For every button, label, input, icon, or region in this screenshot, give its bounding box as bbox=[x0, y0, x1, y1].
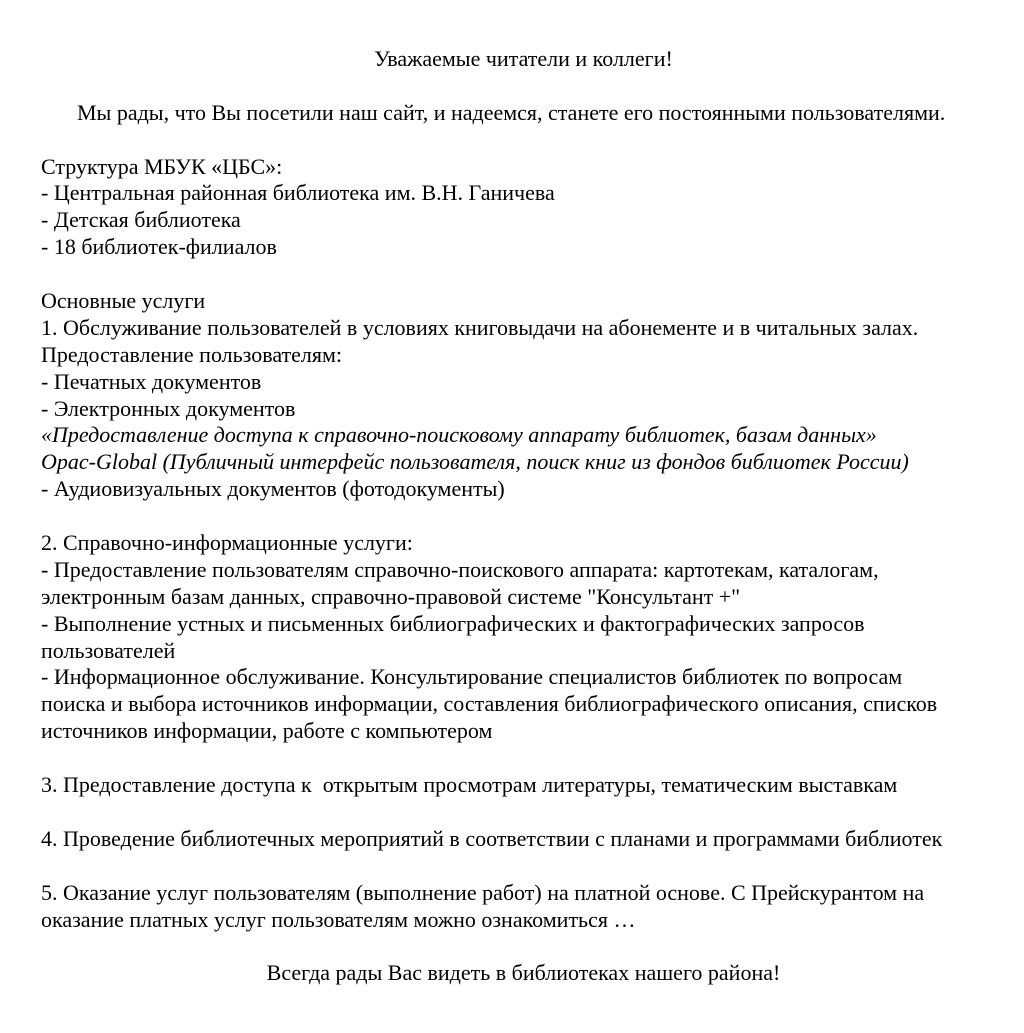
service-item: - Печатных документов bbox=[41, 368, 262, 394]
structure-item: - 18 библиотек-филиалов bbox=[41, 234, 277, 260]
service-item: 2. Справочно-информационные услуги: bbox=[41, 530, 413, 556]
service-item: источников информации, работе с компьютером bbox=[41, 718, 493, 744]
service-item: - Предоставление пользователям справочно-поискового аппарата: картотекам, каталогам, bbox=[41, 556, 879, 582]
service-item: 3. Предоставление доступа к открытым просмотрам литературы, тематическим выставкам bbox=[41, 772, 898, 798]
service-item: Предоставление пользователям: bbox=[41, 341, 343, 367]
service-item: - Электронных документов bbox=[41, 395, 296, 421]
blank-line bbox=[41, 73, 1006, 100]
blank-line bbox=[41, 261, 1006, 288]
closing-line: Всегда рады Вас видеть в библиотеках нашего района! bbox=[266, 960, 781, 986]
blank-line bbox=[41, 503, 1006, 530]
service-item: 1. Обслуживание пользователей в условиях книговыдачи на абонементе и в читальных залах. bbox=[41, 314, 919, 340]
service-item: электронным базам данных, справочно-правовой системе "Консультант +" bbox=[41, 583, 741, 609]
service-item: 5. Оказание услуг пользователям (выполнение работ) на платной основе. С Прейскурантом на bbox=[41, 879, 925, 905]
service-item: 4. Проведение библиотечных мероприятий в соответствии с планами и программами библиотек bbox=[41, 825, 943, 851]
services-heading: Основные услуги bbox=[41, 288, 206, 314]
blank-line bbox=[41, 933, 1006, 960]
service-item: - Аудиовизуальных документов (фотодокументы) bbox=[41, 476, 505, 502]
blank-line bbox=[41, 799, 1006, 826]
service-item-italic: Opac-Global (Публичный интерфейс пользователя, поиск книг из фондов библиотек России) bbox=[41, 449, 909, 475]
service-item: - Информационное обслуживание. Консультирование специалистов библиотек по вопросам bbox=[41, 664, 903, 690]
structure-heading: Структура МБУК «ЦБС»: bbox=[41, 153, 283, 179]
service-item: оказание платных услуг пользователям можно ознакомиться … bbox=[41, 906, 636, 932]
blank-line bbox=[41, 127, 1006, 154]
intro-paragraph: Мы рады, что Вы посетили наш сайт, и надеемся, станете его постоянными пользователями. bbox=[77, 99, 946, 125]
service-item: поиска и выбора источников информации, составления библиографического описания, списков bbox=[41, 691, 938, 717]
structure-item: - Центральная районная библиотека им. В.Н. Ганичева bbox=[41, 180, 555, 206]
service-item: - Выполнение устных и письменных библиографических и фактографических запросов bbox=[41, 610, 865, 636]
document-title: Уважаемые читатели и коллеги! bbox=[374, 46, 673, 71]
service-item-italic: «Предоставление доступа к справочно-поисковому аппарату библиотек, базам данных» bbox=[41, 422, 877, 448]
structure-item: - Детская библиотека bbox=[41, 207, 241, 233]
blank-line bbox=[41, 745, 1006, 772]
blank-line bbox=[41, 853, 1006, 880]
service-item: пользователей bbox=[41, 637, 176, 663]
